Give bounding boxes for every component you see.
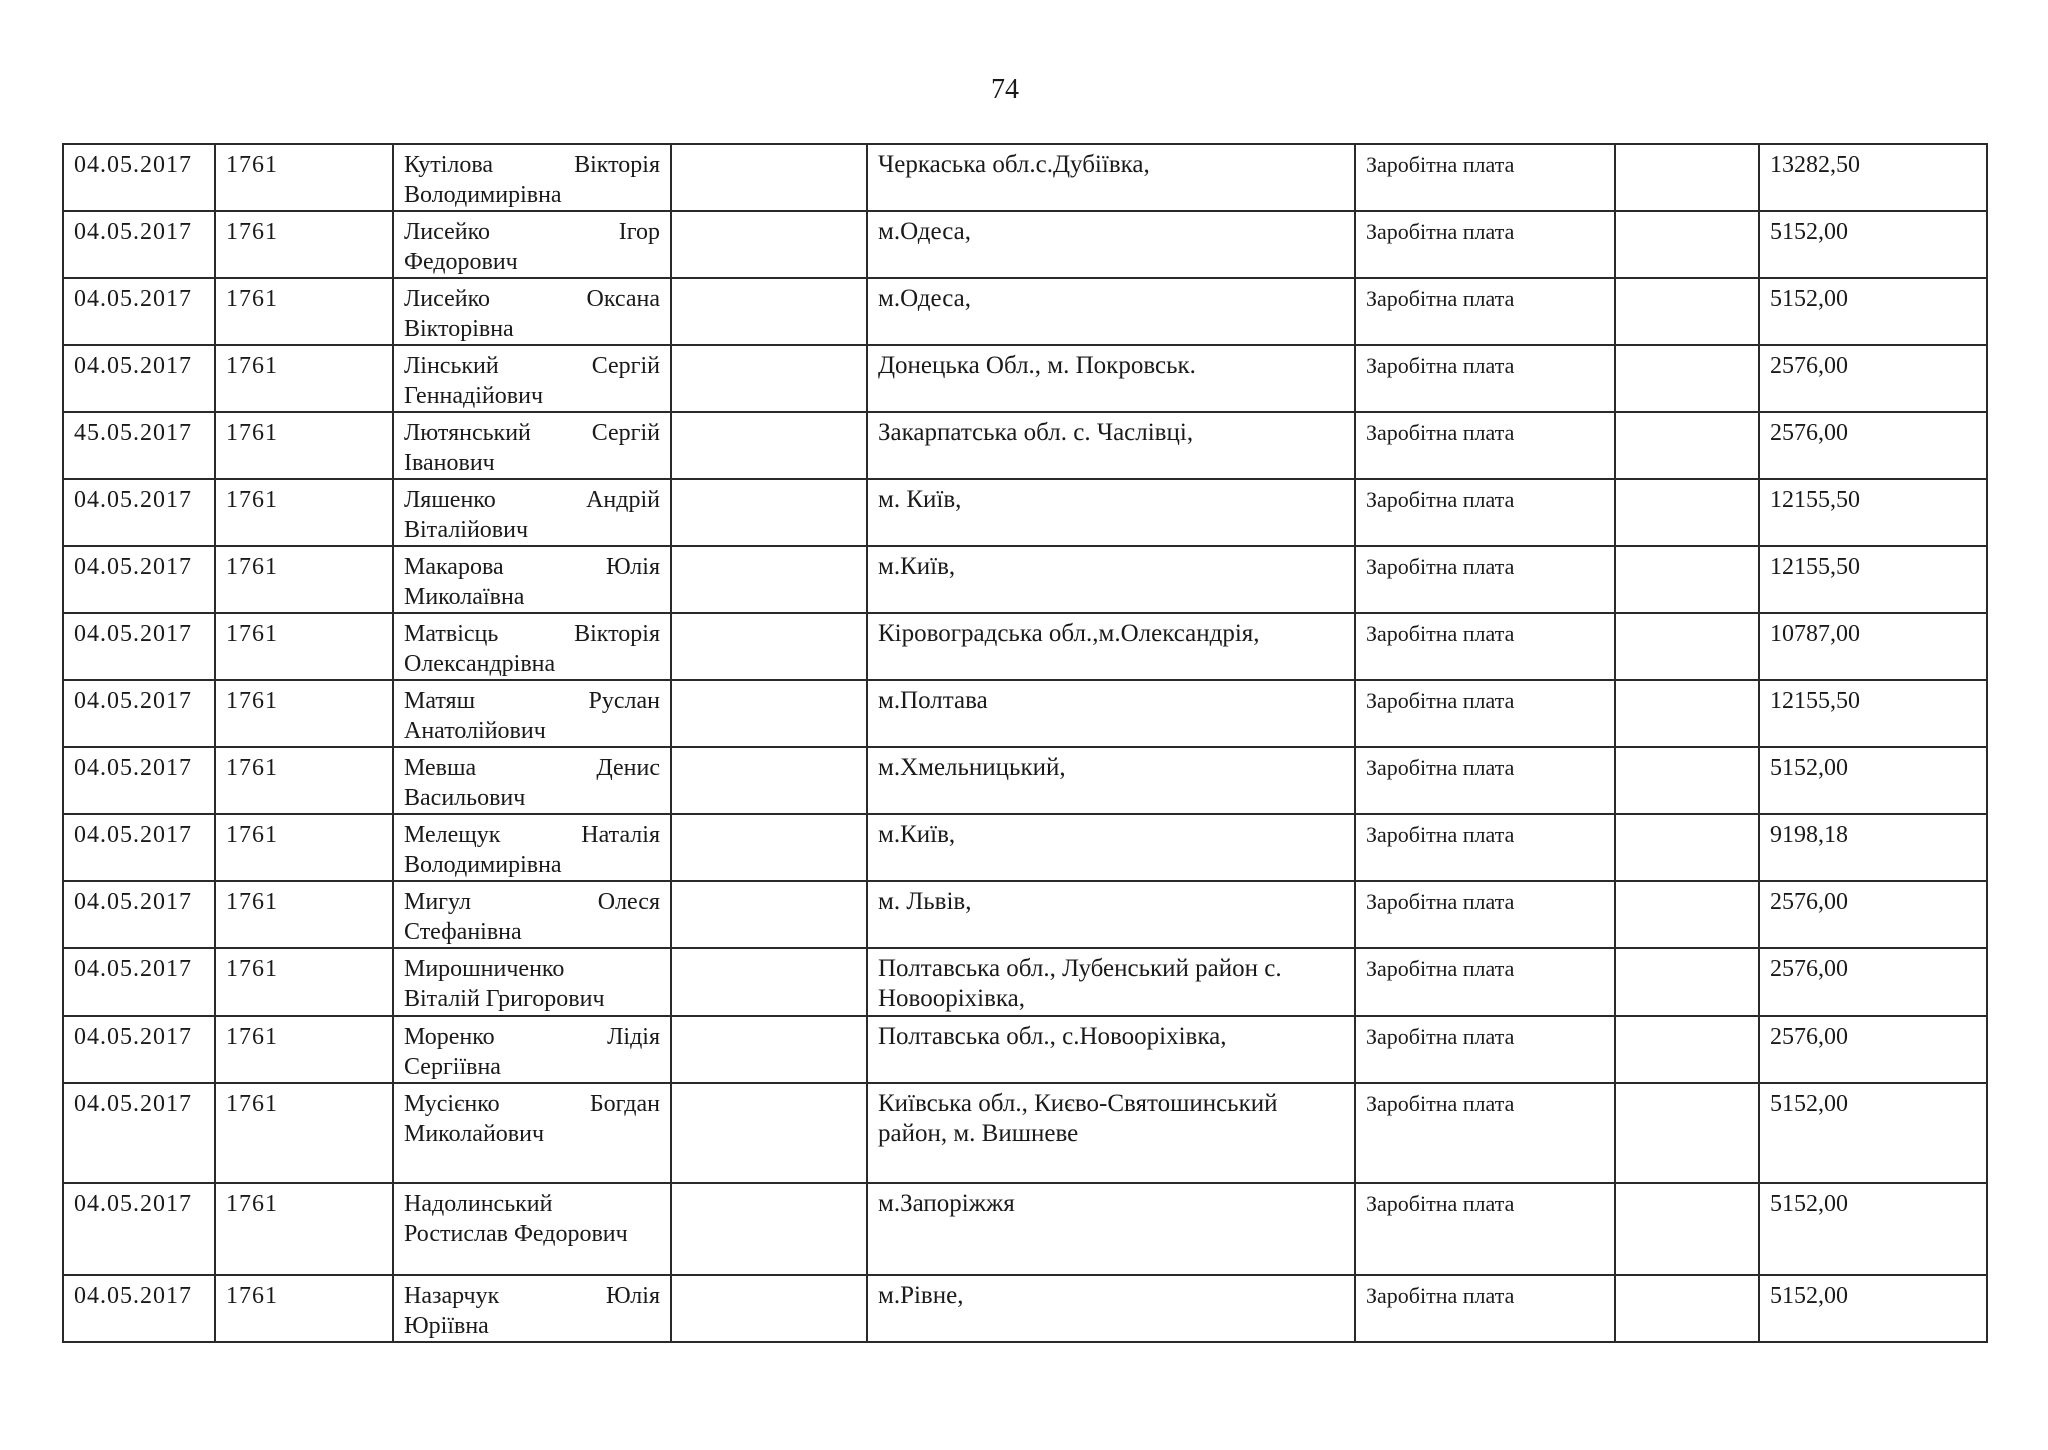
blank-cell bbox=[671, 1016, 867, 1083]
blank-cell bbox=[1615, 1183, 1759, 1275]
blank-cell bbox=[671, 345, 867, 412]
blank-cell bbox=[1615, 613, 1759, 680]
patronymic: Миколайович bbox=[404, 1121, 545, 1147]
table-row bbox=[63, 1275, 1987, 1342]
document-number-cell: 1761 bbox=[215, 278, 393, 345]
date-cell: 04.05.2017 bbox=[63, 345, 215, 412]
given-name: Денис bbox=[596, 755, 660, 781]
patronymic: Віталійович bbox=[404, 517, 529, 543]
blank-cell bbox=[1615, 881, 1759, 948]
document-number-cell: 1761 bbox=[215, 747, 393, 814]
patronymic: Стефанівна bbox=[404, 919, 522, 945]
table-row bbox=[63, 546, 1987, 613]
amount-cell: 5152,00 bbox=[1759, 211, 1987, 278]
patronymic: Юріївна bbox=[404, 1313, 489, 1339]
document-number-cell: 1761 bbox=[215, 144, 393, 211]
address-cell: Кіровоградська обл.,м.Олександрія, bbox=[867, 613, 1355, 680]
surname: Лисейко bbox=[404, 219, 491, 245]
given-name: Богдан bbox=[589, 1091, 660, 1117]
table-row bbox=[63, 948, 1987, 1016]
payment-type-cell: Заробітна плата bbox=[1355, 1183, 1615, 1275]
given-name: Наталія bbox=[581, 822, 660, 848]
full-name-cell bbox=[393, 1275, 671, 1342]
full-name-cell bbox=[393, 613, 671, 680]
amount-cell: 12155,50 bbox=[1759, 546, 1987, 613]
address-cell: м.Київ, bbox=[867, 814, 1355, 881]
date-cell: 04.05.2017 bbox=[63, 881, 215, 948]
blank-cell bbox=[1615, 814, 1759, 881]
document-number-cell: 1761 bbox=[215, 680, 393, 747]
patronymic: Володимирівна bbox=[404, 852, 562, 878]
document-number-cell: 1761 bbox=[215, 1083, 393, 1183]
blank-cell bbox=[671, 680, 867, 747]
given-name: Лідія bbox=[607, 1024, 660, 1050]
full-name-cell bbox=[393, 881, 671, 948]
document-number-cell: 1761 bbox=[215, 1275, 393, 1342]
blank-cell bbox=[671, 1275, 867, 1342]
full-name-cell bbox=[393, 1183, 671, 1275]
blank-cell bbox=[671, 412, 867, 479]
amount-cell: 5152,00 bbox=[1759, 1183, 1987, 1275]
blank-cell bbox=[1615, 278, 1759, 345]
full-name-cell bbox=[393, 680, 671, 747]
table-row bbox=[63, 278, 1987, 345]
name-first-line bbox=[404, 619, 660, 649]
full-name-cell bbox=[393, 345, 671, 412]
blank-cell bbox=[1615, 546, 1759, 613]
surname: Мирошниченко bbox=[404, 956, 565, 982]
given-name: Ігор bbox=[618, 219, 660, 245]
address-cell: Полтавська обл., Лубенський район с. Новооріхівка, bbox=[867, 948, 1355, 1016]
name-first-line bbox=[404, 485, 660, 515]
surname: Назарчук bbox=[404, 1283, 500, 1309]
given-name: Сергій bbox=[591, 420, 660, 446]
full-name-cell bbox=[393, 479, 671, 546]
amount-cell: 2576,00 bbox=[1759, 412, 1987, 479]
document-number-cell: 1761 bbox=[215, 345, 393, 412]
payment-type-cell: Заробітна плата bbox=[1355, 814, 1615, 881]
address-cell: м. Львів, bbox=[867, 881, 1355, 948]
amount-cell: 5152,00 bbox=[1759, 1083, 1987, 1183]
document-number-cell: 1761 bbox=[215, 1016, 393, 1083]
document-number-cell: 1761 bbox=[215, 1183, 393, 1275]
amount-cell: 12155,50 bbox=[1759, 479, 1987, 546]
full-name-cell bbox=[393, 1016, 671, 1083]
surname: Мевша bbox=[404, 755, 477, 781]
full-name-cell bbox=[393, 948, 671, 1016]
address-cell: м.Київ, bbox=[867, 546, 1355, 613]
table-row bbox=[63, 680, 1987, 747]
name-first-line bbox=[404, 686, 660, 716]
amount-cell: 9198,18 bbox=[1759, 814, 1987, 881]
amount-cell: 5152,00 bbox=[1759, 1275, 1987, 1342]
name-first-line bbox=[404, 887, 660, 917]
blank-cell bbox=[671, 613, 867, 680]
full-name-cell bbox=[393, 814, 671, 881]
given-name: Руслан bbox=[588, 688, 660, 714]
given-name: Вікторія bbox=[574, 621, 660, 647]
blank-cell bbox=[1615, 144, 1759, 211]
surname: Мусієнко bbox=[404, 1091, 500, 1117]
amount-cell: 10787,00 bbox=[1759, 613, 1987, 680]
document-number-cell: 1761 bbox=[215, 211, 393, 278]
patronymic: Анатолійович bbox=[404, 718, 546, 744]
surname: Матвісць bbox=[404, 621, 499, 647]
blank-cell bbox=[1615, 680, 1759, 747]
payment-type-cell: Заробітна плата bbox=[1355, 948, 1615, 1016]
date-cell: 04.05.2017 bbox=[63, 680, 215, 747]
name-first-line bbox=[404, 217, 660, 247]
blank-cell bbox=[1615, 1083, 1759, 1183]
document-number-cell: 1761 bbox=[215, 948, 393, 1016]
blank-cell bbox=[671, 747, 867, 814]
address-cell: Київська обл., Києво-Святошинський район, м. Вишневе bbox=[867, 1083, 1355, 1183]
date-cell: 04.05.2017 bbox=[63, 747, 215, 814]
payment-type-cell: Заробітна плата bbox=[1355, 881, 1615, 948]
patronymic: Іванович bbox=[404, 450, 495, 476]
given-name: Олеся bbox=[597, 889, 660, 915]
date-cell: 04.05.2017 bbox=[63, 546, 215, 613]
payment-type-cell: Заробітна плата bbox=[1355, 680, 1615, 747]
surname: Лисейко bbox=[404, 286, 491, 312]
address-cell: м.Хмельницький, bbox=[867, 747, 1355, 814]
given-name: Оксана bbox=[586, 286, 660, 312]
blank-cell bbox=[671, 479, 867, 546]
blank-cell bbox=[1615, 1275, 1759, 1342]
address-cell: м. Київ, bbox=[867, 479, 1355, 546]
amount-cell: 2576,00 bbox=[1759, 881, 1987, 948]
surname: Лінський bbox=[404, 353, 499, 379]
patronymic: Віталій Григорович bbox=[404, 986, 605, 1012]
address-cell: м.Одеса, bbox=[867, 211, 1355, 278]
patronymic: Федорович bbox=[404, 249, 518, 275]
surname: Надолинський bbox=[404, 1191, 553, 1217]
document-number-cell: 1761 bbox=[215, 613, 393, 680]
given-name: Юлія bbox=[605, 554, 660, 580]
blank-cell bbox=[671, 814, 867, 881]
surname: Лютянський bbox=[404, 420, 531, 446]
blank-cell bbox=[1615, 1016, 1759, 1083]
surname: Макарова bbox=[404, 554, 504, 580]
payment-type-cell: Заробітна плата bbox=[1355, 144, 1615, 211]
patronymic: Вікторівна bbox=[404, 316, 514, 342]
date-cell: 04.05.2017 bbox=[63, 1016, 215, 1083]
blank-cell bbox=[671, 278, 867, 345]
date-cell: 04.05.2017 bbox=[63, 613, 215, 680]
patronymic: Геннадійович bbox=[404, 383, 544, 409]
table-row bbox=[63, 345, 1987, 412]
table-body bbox=[63, 144, 1987, 1342]
amount-cell: 5152,00 bbox=[1759, 747, 1987, 814]
table-row bbox=[63, 479, 1987, 546]
document-number-cell: 1761 bbox=[215, 412, 393, 479]
full-name-cell bbox=[393, 546, 671, 613]
table-row bbox=[63, 1083, 1987, 1183]
page-number: 74 bbox=[991, 74, 1019, 105]
full-name-cell bbox=[393, 144, 671, 211]
full-name-cell bbox=[393, 747, 671, 814]
patronymic: Ростислав Федорович bbox=[404, 1221, 628, 1247]
table-row bbox=[63, 814, 1987, 881]
blank-cell bbox=[671, 546, 867, 613]
address-cell: Закарпатська обл. с. Часлівці, bbox=[867, 412, 1355, 479]
given-name: Андрій bbox=[586, 487, 660, 513]
date-cell: 45.05.2017 bbox=[63, 412, 215, 479]
address-cell: м.Запоріжжя bbox=[867, 1183, 1355, 1275]
name-first-line bbox=[404, 1189, 660, 1219]
amount-cell: 2576,00 bbox=[1759, 1016, 1987, 1083]
address-cell: Черкаська обл.с.Дубіївка, bbox=[867, 144, 1355, 211]
payment-type-cell: Заробітна плата bbox=[1355, 1016, 1615, 1083]
full-name-cell bbox=[393, 211, 671, 278]
full-name-cell bbox=[393, 1083, 671, 1183]
document-number-cell: 1761 bbox=[215, 479, 393, 546]
date-cell: 04.05.2017 bbox=[63, 1183, 215, 1275]
table-row bbox=[63, 412, 1987, 479]
surname: Матяш bbox=[404, 688, 476, 714]
amount-cell: 2576,00 bbox=[1759, 345, 1987, 412]
table-row bbox=[63, 613, 1987, 680]
table-row bbox=[63, 747, 1987, 814]
payment-type-cell: Заробітна плата bbox=[1355, 278, 1615, 345]
name-first-line bbox=[404, 1022, 660, 1052]
name-first-line bbox=[404, 1089, 660, 1119]
blank-cell bbox=[1615, 948, 1759, 1016]
table-row bbox=[63, 1016, 1987, 1083]
surname: Мигул bbox=[404, 889, 471, 915]
given-name: Вікторія bbox=[574, 152, 660, 178]
date-cell: 04.05.2017 bbox=[63, 948, 215, 1016]
amount-cell: 13282,50 bbox=[1759, 144, 1987, 211]
date-cell: 04.05.2017 bbox=[63, 278, 215, 345]
table-row bbox=[63, 144, 1987, 211]
name-first-line bbox=[404, 820, 660, 850]
blank-cell bbox=[671, 948, 867, 1016]
address-cell: м.Одеса, bbox=[867, 278, 1355, 345]
document-number-cell: 1761 bbox=[215, 546, 393, 613]
document-number-cell: 1761 bbox=[215, 814, 393, 881]
table-row bbox=[63, 881, 1987, 948]
payment-type-cell: Заробітна плата bbox=[1355, 479, 1615, 546]
full-name-cell bbox=[393, 278, 671, 345]
full-name-cell bbox=[393, 412, 671, 479]
date-cell: 04.05.2017 bbox=[63, 479, 215, 546]
blank-cell bbox=[1615, 211, 1759, 278]
surname: Ляшенко bbox=[404, 487, 496, 513]
amount-cell: 12155,50 bbox=[1759, 680, 1987, 747]
blank-cell bbox=[671, 211, 867, 278]
address-cell: м.Рівне, bbox=[867, 1275, 1355, 1342]
blank-cell bbox=[1615, 345, 1759, 412]
surname: Моренко bbox=[404, 1024, 495, 1050]
date-cell: 04.05.2017 bbox=[63, 814, 215, 881]
amount-cell: 5152,00 bbox=[1759, 278, 1987, 345]
name-first-line bbox=[404, 954, 660, 984]
payment-type-cell: Заробітна плата bbox=[1355, 211, 1615, 278]
payment-type-cell: Заробітна плата bbox=[1355, 412, 1615, 479]
date-cell: 04.05.2017 bbox=[63, 1275, 215, 1342]
name-first-line bbox=[404, 150, 660, 180]
patronymic: Олександрівна bbox=[404, 651, 556, 677]
table-row bbox=[63, 1183, 1987, 1275]
patronymic: Миколаївна bbox=[404, 584, 525, 610]
blank-cell bbox=[1615, 747, 1759, 814]
payment-type-cell: Заробітна плата bbox=[1355, 1083, 1615, 1183]
date-cell: 04.05.2017 bbox=[63, 1083, 215, 1183]
date-cell: 04.05.2017 bbox=[63, 211, 215, 278]
table-row bbox=[63, 211, 1987, 278]
payment-type-cell: Заробітна плата bbox=[1355, 613, 1615, 680]
surname: Мелещук bbox=[404, 822, 501, 848]
address-cell: м.Полтава bbox=[867, 680, 1355, 747]
patronymic: Володимирівна bbox=[404, 182, 562, 208]
blank-cell bbox=[671, 144, 867, 211]
amount-cell: 2576,00 bbox=[1759, 948, 1987, 1016]
blank-cell bbox=[671, 881, 867, 948]
payment-type-cell: Заробітна плата bbox=[1355, 546, 1615, 613]
patronymic: Сергіївна bbox=[404, 1054, 501, 1080]
address-cell: Донецька Обл., м. Покровськ. bbox=[867, 345, 1355, 412]
name-first-line bbox=[404, 351, 660, 381]
name-first-line bbox=[404, 552, 660, 582]
payment-type-cell: Заробітна плата bbox=[1355, 1275, 1615, 1342]
payment-type-cell: Заробітна плата bbox=[1355, 345, 1615, 412]
name-first-line bbox=[404, 418, 660, 448]
blank-cell bbox=[671, 1183, 867, 1275]
given-name: Сергій bbox=[591, 353, 660, 379]
given-name: Юлія bbox=[605, 1283, 660, 1309]
document-number-cell: 1761 bbox=[215, 881, 393, 948]
blank-cell bbox=[1615, 479, 1759, 546]
payment-type-cell: Заробітна плата bbox=[1355, 747, 1615, 814]
name-first-line bbox=[404, 284, 660, 314]
blank-cell bbox=[671, 1083, 867, 1183]
address-cell: Полтавська обл., с.Новооріхівка, bbox=[867, 1016, 1355, 1083]
blank-cell bbox=[1615, 412, 1759, 479]
surname: Кутілова bbox=[404, 152, 494, 178]
payments-table bbox=[62, 143, 1988, 1343]
patronymic: Васильович bbox=[404, 785, 526, 811]
name-first-line bbox=[404, 1281, 660, 1311]
date-cell: 04.05.2017 bbox=[63, 144, 215, 211]
name-first-line bbox=[404, 753, 660, 783]
